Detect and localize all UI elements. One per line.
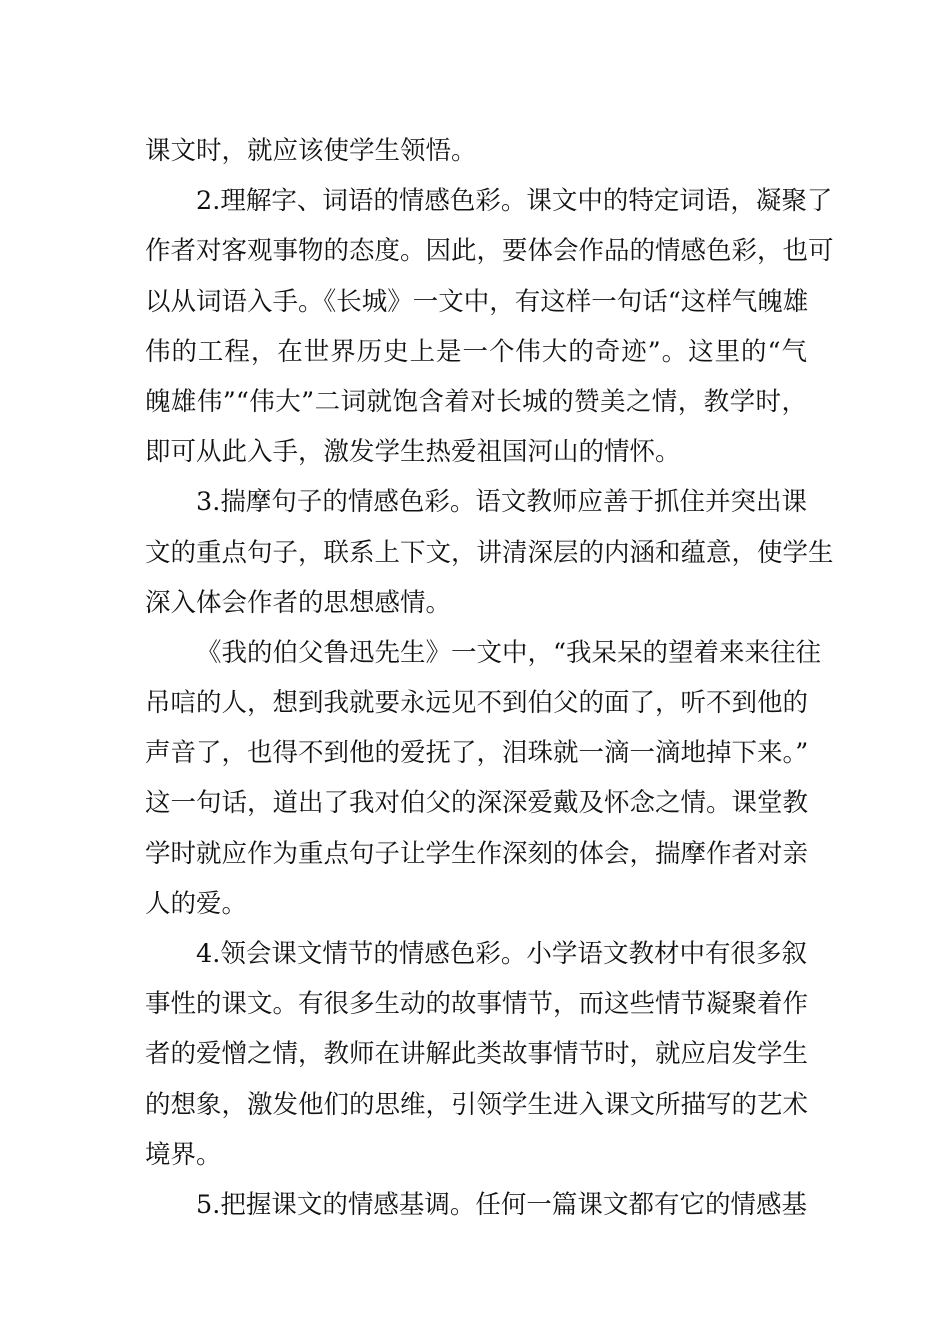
text-line: 3.揣摩句子的情感色彩。语文教师应善于抓住并突出课 xyxy=(196,487,807,518)
text-line: 文的重点句子，联系上下文，讲清深层的内涵和蕴意，使学生 xyxy=(145,537,834,568)
text-line: 《我的伯父鲁迅先生》一文中，“我呆呆的望着来来往往 xyxy=(196,637,822,668)
text-line: 深入体会作者的思想感情。 xyxy=(145,587,452,618)
text-line: 吊唁的人，想到我就要永远见不到伯父的面了，听不到他的 xyxy=(145,688,809,719)
text-line: 课文时，就应该使学生领悟。 xyxy=(145,136,477,166)
text-line: 4.领会课文情节的情感色彩。小学语文教材中有很多叙 xyxy=(196,939,807,969)
text-line: 这一句话，道出了我对伯父的深深爱戴及怀念之情。课堂教 xyxy=(145,788,809,819)
text-line: 2.理解字、词语的情感色彩。课文中的特定词语，凝聚了 xyxy=(196,186,833,217)
text-line: 伟的工程，在世界历史上是一个伟大的奇迹”。这里的“气 xyxy=(145,336,807,367)
text-line: 5.把握课文的情感基调。任何一篇课文都有它的情感基 xyxy=(196,1189,807,1220)
text-line: 境界。 xyxy=(145,1139,222,1170)
text-line: 的想象，激发他们的思维，引领学生进入课文所描写的艺术 xyxy=(145,1089,809,1120)
text-line: 即可从此入手，激发学生热爱祖国河山的情怀。 xyxy=(145,437,681,468)
text-line: 以从词语入手。《长城》一文中，有这样一句话“这样气魄雄 xyxy=(145,286,809,317)
text-line: 人的爱。 xyxy=(145,888,248,919)
text-line: 学时就应作为重点句子让学生作深刻的体会，揣摩作者对亲 xyxy=(145,838,809,869)
text-line: 作者对客观事物的态度。因此，要体会作品的情感色彩，也可 xyxy=(145,236,834,267)
text-line: 事性的课文。有很多生动的故事情节，而这些情节凝聚着作 xyxy=(145,989,809,1020)
body-text xyxy=(145,126,834,1230)
text-line: 者的爱憎之情，教师在讲解此类故事情节时，就应启发学生 xyxy=(145,1039,809,1070)
text-line: 声音了，也得不到他的爱抚了，泪珠就一滴一滴地掉下来。” xyxy=(145,738,809,769)
text-line: 魄雄伟”“伟大”二词就饱含着对长城的赞美之情，教学时， xyxy=(145,386,807,417)
